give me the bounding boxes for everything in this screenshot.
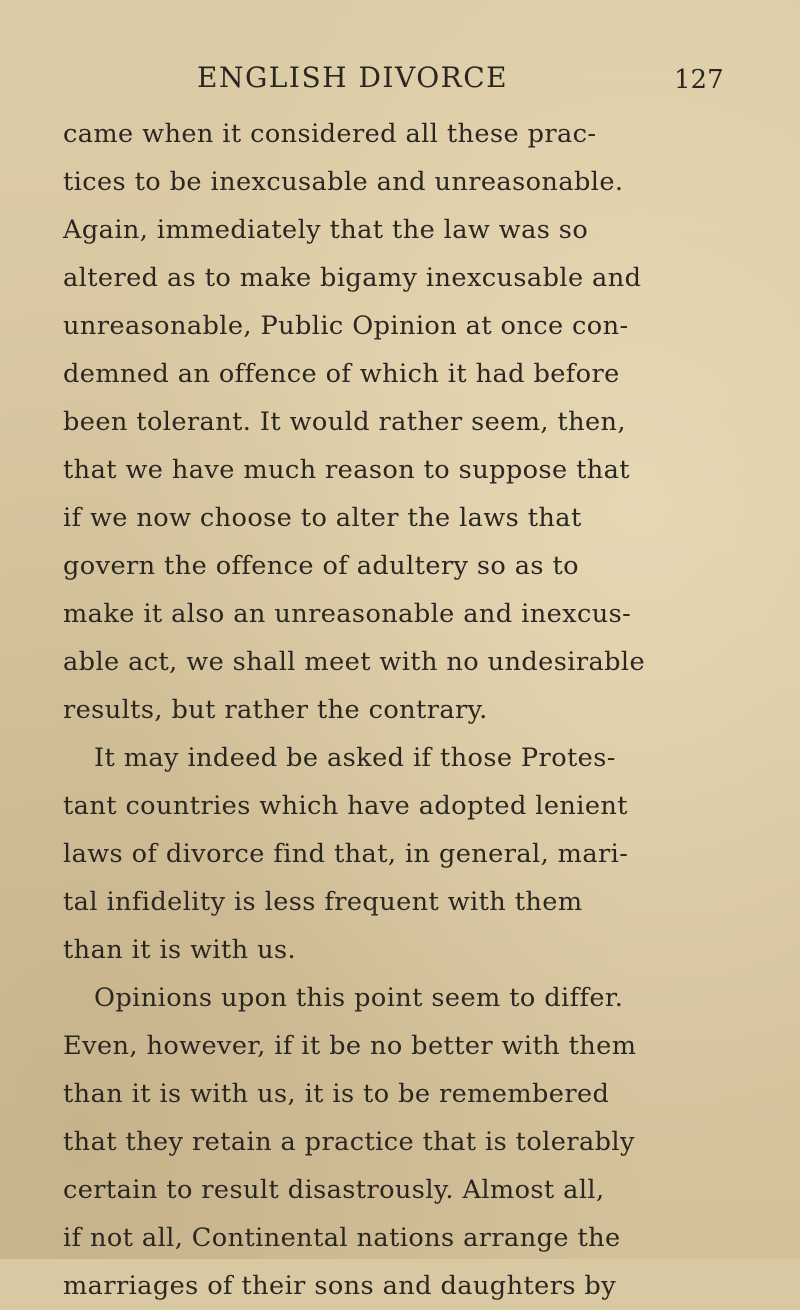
text-line: Even, however, if it be no better with them xyxy=(63,1031,637,1061)
text-line: tices to be inexcusable and unreasonable. xyxy=(63,167,624,197)
body-text xyxy=(63,110,693,1310)
text-line: tal infidelity is less frequent with them xyxy=(63,887,583,917)
text-line: that they retain a practice that is tolerably xyxy=(63,1127,635,1157)
text-line: govern the offence of adultery so as to xyxy=(63,551,579,581)
text-line: altered as to make bigamy inexcusable and xyxy=(63,263,642,293)
text-line: than it is with us. xyxy=(63,935,297,965)
text-line: came when it considered all these prac- xyxy=(63,119,597,149)
paragraph-start-line: It may indeed be asked if those Protes- xyxy=(94,743,616,773)
text-line: than it is with us, it is to be remembered xyxy=(63,1079,610,1109)
text-line: Again, immediately that the law was so xyxy=(63,215,589,245)
paragraph-start-line: Opinions upon this point seem to differ. xyxy=(94,983,624,1013)
page-number: 127 xyxy=(674,65,724,95)
text-line: certain to result disastrously. Almost all, xyxy=(63,1175,605,1205)
text-line: demned an offence of which it had before xyxy=(63,359,620,389)
text-line: laws of divorce find that, in general, mari- xyxy=(63,839,629,869)
running-title: ENGLISH DIVORCE xyxy=(197,61,509,94)
text-line: able act, we shall meet with no undesirable xyxy=(63,647,646,677)
text-line: marriages of their sons and daughters by xyxy=(63,1271,617,1301)
text-line: unreasonable, Public Opinion at once con- xyxy=(63,311,629,341)
text-line: if we now choose to alter the laws that xyxy=(63,503,582,533)
text-line: if not all, Continental nations arrange the xyxy=(63,1223,621,1253)
running-head xyxy=(0,58,800,98)
text-line: been tolerant. It would rather seem, then, xyxy=(63,407,626,437)
text-line: tant countries which have adopted lenient xyxy=(63,791,628,821)
text-line: that we have much reason to suppose that xyxy=(63,455,630,485)
text-line: results, but rather the contrary. xyxy=(63,695,488,725)
text-line: make it also an unreasonable and inexcus- xyxy=(63,599,632,629)
